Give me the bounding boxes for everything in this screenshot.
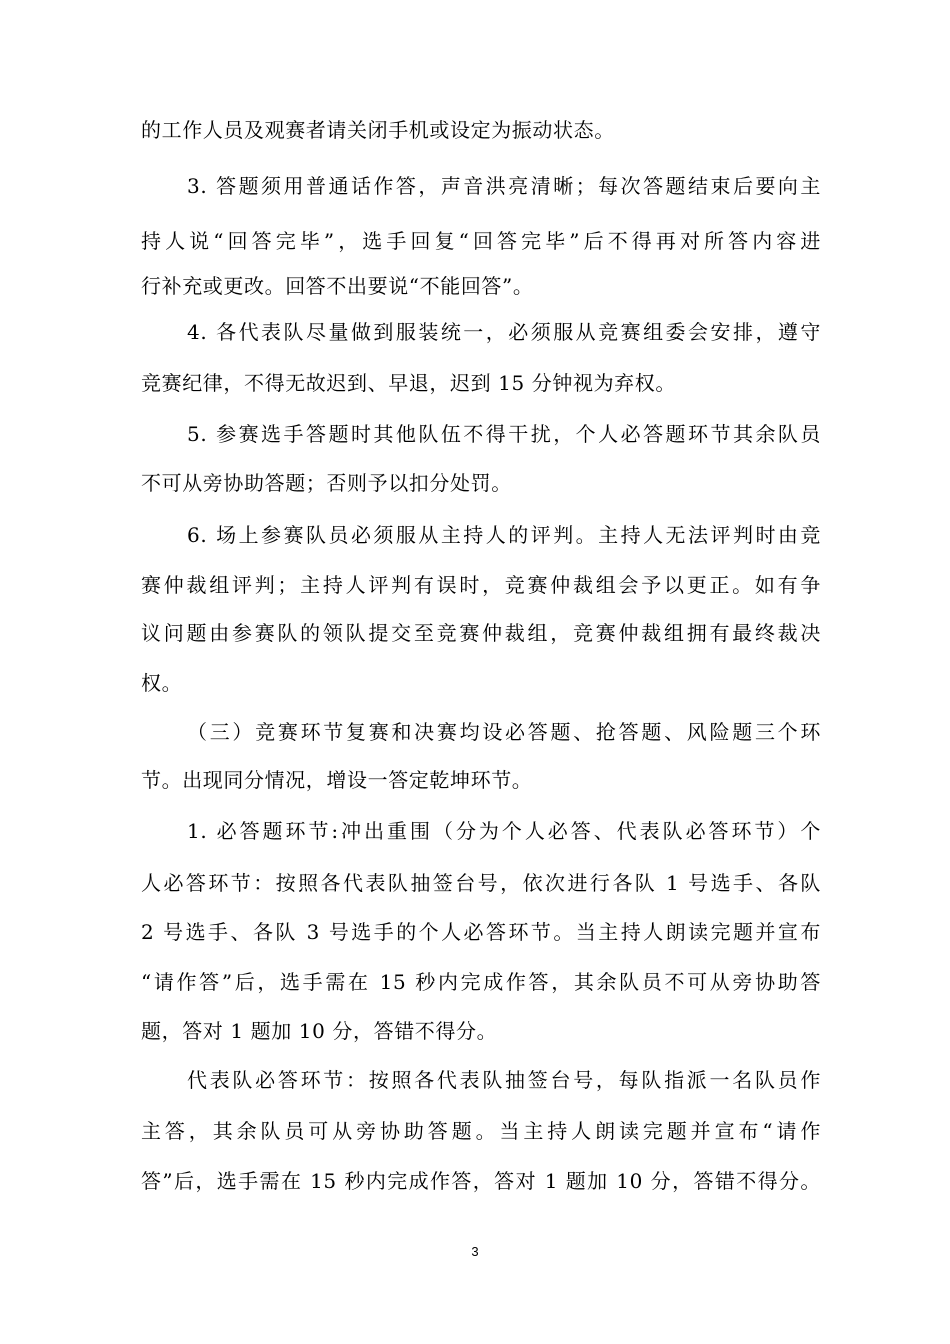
page-number: 3 <box>471 1244 479 1259</box>
text-line: 代表队必答环节：按照各代表队抽签台号，每队指派一名队员作 <box>187 1068 821 1092</box>
text-line: 行补充或更改。回答不出要说“不能回答”。 <box>141 274 534 298</box>
text-line: “请作答”后，选手需在 15 秒内完成作答，其余队员不可从旁协助答 <box>141 970 821 994</box>
text-line: 的工作人员及观赛者请关闭手机或设定为振动状态。 <box>141 118 615 142</box>
text-line: 4. 各代表队尽量做到服装统一，必须服从竞赛组委会安排，遵守 <box>187 320 821 344</box>
text-line: 竞赛纪律，不得无故迟到、早退，迟到 15 分钟视为弃权。 <box>141 371 676 395</box>
text-line: 5. 参赛选手答题时其他队伍不得干扰，个人必答题环节其余队员 <box>187 422 821 446</box>
text-line: 赛仲裁组评判；主持人评判有误时，竞赛仲裁组会予以更正。如有争 <box>141 573 821 597</box>
text-line: 1. 必答题环节:冲出重围（分为个人必答、代表队必答环节）个 <box>187 819 821 843</box>
text-line: （三）竞赛环节复赛和决赛均设必答题、抢答题、风险题三个环 <box>187 720 821 744</box>
text-line: 6. 场上参赛队员必须服从主持人的评判。主持人无法评判时由竞 <box>187 523 821 547</box>
text-line: 答”后，选手需在 15 秒内完成作答，答对 1 题加 10 分，答错不得分。 <box>141 1169 821 1193</box>
text-line: 议问题由参赛队的领队提交至竞赛仲裁组，竞赛仲裁组拥有最终裁决 <box>141 621 821 645</box>
text-line: 主答，其余队员可从旁协助答题。当主持人朗读完题并宣布“请作 <box>141 1119 821 1143</box>
text-line: 题，答对 1 题加 10 分，答错不得分。 <box>141 1019 498 1043</box>
text-line: 2 号选手、各队 3 号选手的个人必答环节。当主持人朗读完题并宣布 <box>141 920 821 944</box>
text-line: 节。出现同分情况，增设一答定乾坤环节。 <box>141 768 533 792</box>
text-line: 不可从旁协助答题；否则予以扣分处罚。 <box>141 471 512 495</box>
text-line: 权。 <box>141 671 183 695</box>
text-line: 3. 答题须用普通话作答，声音洪亮清晰；每次答题结束后要向主 <box>187 174 821 198</box>
text-line: 人必答环节：按照各代表队抽签台号，依次进行各队 1 号选手、各队 <box>141 871 821 895</box>
text-line: 持人说“回答完毕”，选手回复“回答完毕”后不得再对所答内容进 <box>141 229 821 253</box>
